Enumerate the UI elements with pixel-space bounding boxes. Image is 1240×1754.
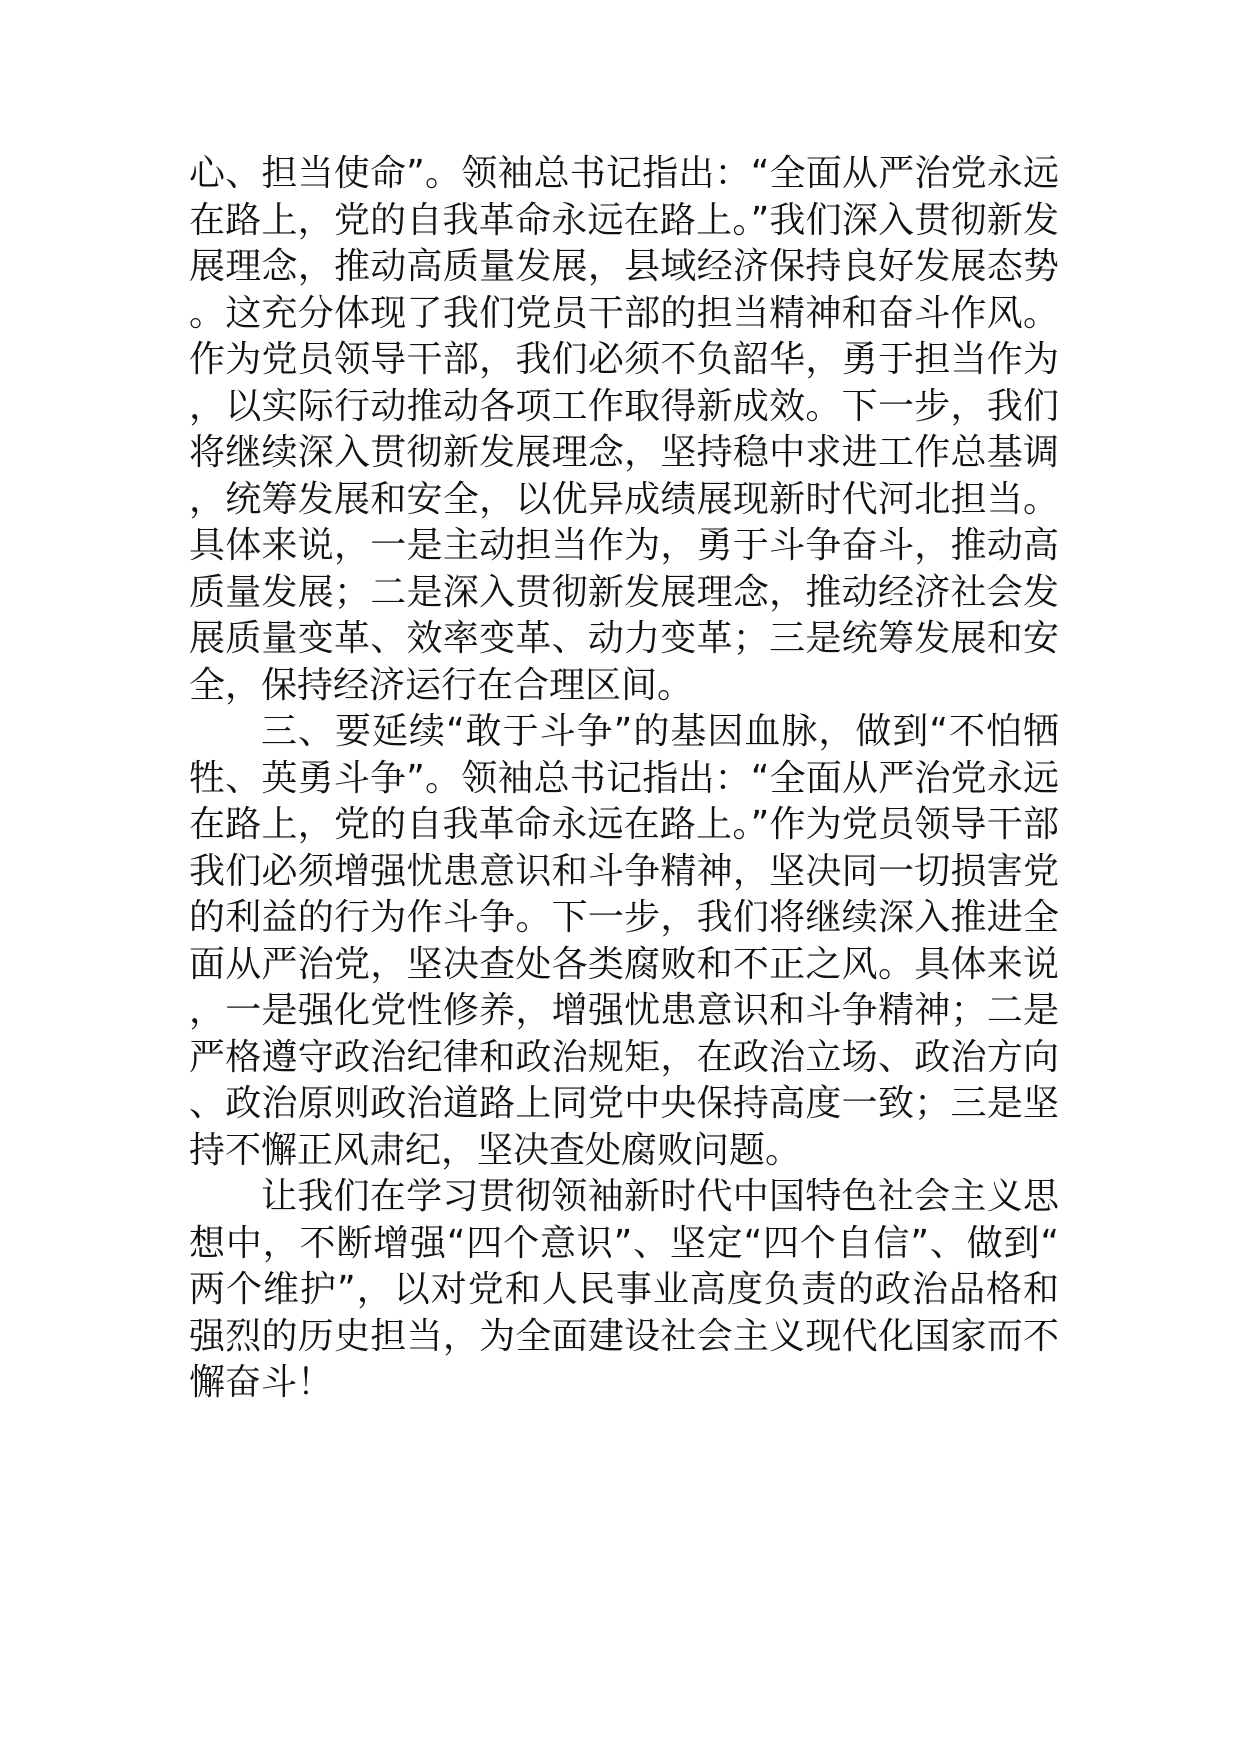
paragraph-section-three: 三、要延续“敢于斗争”的基因血脉，做到“不怕牺牲、英勇斗争”。领袖总书记指出：“全面从严治党永远在路上，党的自我革命永远在路上。”作为党员领导干部我们必须增强忧患意识和斗争精神，坚决同一切损害党的利益的行为作斗争。下一步，我们将继续深入推进全面从严治党，坚决查处各类腐败和不正之风。具体来说，一是强化党性修养，增强忧患意识和斗争精神；二是严格遵守政治纪律和政治规矩，在政治立场、政治方向、政治原则政治道路上同党中央保持高度一致；三是坚持不懈正风肃纪，坚决查处腐败问题。: [189, 711, 1059, 1171]
document-body: [189, 151, 1059, 1407]
paragraph-conclusion: 让我们在学习贯彻领袖新时代中国特色社会主义思想中，不断增强“四个意识”、坚定“四个自信”、做到“两个维护”，以对党和人民事业高度负责的政治品格和强烈的历史担当，为全面建设社会主义现代化国家而不懈奋斗！: [189, 1176, 1059, 1403]
paragraph-continuation: 心、担当使命”。领袖总书记指出：“全面从严治党永远在路上，党的自我革命永远在路上。”我们深入贯彻新发展理念，推动高质量发展，县域经济保持良好发展态势。这充分体现了我们党员干部的担当精神和奋斗作风。作为党员领导干部，我们必须不负韶华，勇于担当作为，以实际行动推动各项工作取得新成效。下一步，我们将继续深入贯彻新发展理念，坚持稳中求进工作总基调，统筹发展和安全，以优异成绩展现新时代河北担当。具体来说，一是主动担当作为，勇于斗争奋斗，推动高质量发展；二是深入贯彻新发展理念，推动经济社会发展质量变革、效率变革、动力变革；三是统筹发展和安全，保持经济运行在合理区间。: [189, 153, 1059, 706]
